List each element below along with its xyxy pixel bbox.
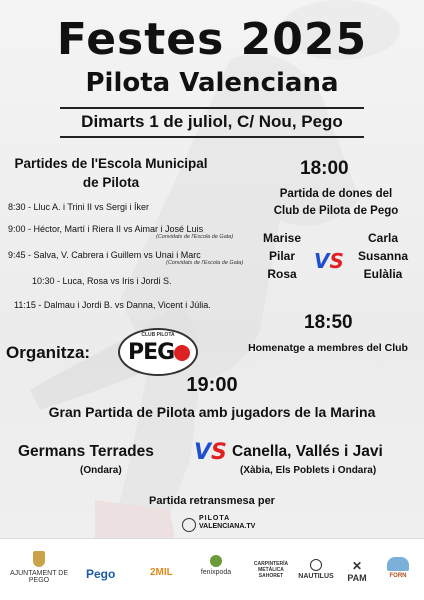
ball-icon	[174, 345, 190, 361]
fenixpoda-logo	[196, 555, 236, 576]
pam-logo-text: PAM	[347, 573, 367, 583]
bread-icon	[387, 557, 409, 571]
womens-team-left	[256, 229, 308, 283]
page-subtitle: Pilota Valenciana	[85, 68, 339, 98]
womens-match-time: 18:00	[300, 158, 349, 179]
vs-letter-v: V	[194, 440, 212, 465]
vs-letter-v: V	[314, 249, 330, 273]
sponsor-logo: 2MIL	[150, 567, 173, 578]
womens-team-right	[348, 229, 418, 283]
main-team-right-origin: (Xàbia, Els Poblets i Ondara)	[240, 465, 377, 476]
main-team-left: Germans Terrades	[18, 443, 154, 460]
school-match-text: 8:30 - Lluc A. i Trini II vs Sergi i Íker	[8, 202, 150, 212]
player-name: Marise	[262, 231, 302, 245]
vs-letter-s: S	[211, 440, 227, 465]
pilota-tv-logo	[182, 515, 272, 533]
school-match-note: (Convidats de l'Escola de Gata)	[156, 234, 234, 240]
pilota-tv-logo-line1: PILOTA	[199, 515, 231, 522]
player-name: Susanna	[357, 249, 408, 263]
main-team-left-origin: (Ondara)	[80, 465, 122, 476]
x-icon: ✕	[351, 559, 363, 573]
broadcast-label: Partida retransmesa per	[149, 495, 275, 507]
pam-logo	[346, 559, 368, 583]
event-date: Dimarts 1 de juliol, C/ Nou, Pego	[81, 112, 343, 131]
divider-top	[60, 107, 364, 109]
school-match-text: 11:15 - Dalmau i Jordi B. vs Danna, Vicent i Júlia.	[14, 300, 211, 310]
school-section-title	[6, 154, 216, 192]
main-match-time: 19:00	[186, 374, 238, 396]
divider-bottom	[60, 136, 364, 138]
womens-match-description	[256, 186, 416, 220]
school-match-text: 9:45 - Salva, V. Cabrera i Guillem vs Unai i Marc	[8, 250, 201, 260]
ajuntament-logo-text: AJUNTAMENT DE PEGO	[9, 570, 69, 584]
school-match	[8, 250, 243, 266]
player-name: Eulàlia	[363, 267, 403, 281]
school-match	[14, 300, 211, 310]
school-match-text: 10:30 - Luca, Rosa vs Iris i Jordi S.	[32, 276, 172, 286]
tribute-time: 18:50	[304, 312, 353, 333]
school-title-line2: de Pilota	[82, 175, 140, 190]
coat-of-arms-icon	[33, 551, 45, 567]
vs-badge	[314, 249, 344, 273]
womens-desc-line1: Partida de dones del	[279, 188, 393, 200]
leaf-icon	[210, 555, 222, 567]
page-title: Festes 2025	[56, 14, 368, 65]
vs-letter-s: S	[329, 249, 344, 273]
sponsors-footer	[0, 538, 424, 600]
player-name: Pilar	[268, 249, 295, 263]
club-logo	[118, 328, 198, 376]
carpinteria-logo: CARPINTERÍA METÁLICA SAHORET	[253, 561, 289, 579]
school-match	[8, 224, 233, 240]
forn-logo-text: FORN	[389, 573, 407, 579]
fenixpoda-logo-text: fenixpoda	[200, 569, 232, 576]
ajuntament-logo	[4, 551, 74, 584]
vs-badge	[194, 440, 227, 465]
club-logo-text: PEG	[128, 340, 175, 365]
tribute-description: Homenatge a membres del Club	[248, 342, 408, 354]
player-name: Carla	[367, 231, 399, 245]
player-name: Rosa	[267, 267, 297, 281]
main-team-right: Canella, Vallés i Javi	[232, 443, 383, 460]
organizer-label: Organitza:	[6, 343, 91, 362]
nautilus-logo	[296, 559, 336, 580]
school-title-line1: Partides de l'Escola Municipal	[14, 156, 208, 171]
womens-desc-line2: Club de Pilota de Pego	[273, 205, 399, 217]
forn-logo	[378, 557, 418, 579]
ball-icon	[182, 518, 196, 532]
school-match-note: (Convidats de l'Escola de Gata)	[166, 260, 244, 266]
school-match-text: 9:00 - Héctor, Martí i Riera II vs Aimar i José Luis	[8, 224, 204, 234]
club-logo-arc-text: CLUB PILOTA	[141, 332, 175, 338]
shell-icon	[310, 559, 322, 571]
pilota-tv-logo-line2: VALENCIANA.TV	[199, 523, 256, 530]
main-match-description: Gran Partida de Pilota amb jugadors de la Marina	[48, 404, 376, 420]
school-match	[8, 202, 149, 212]
pego-logo: Pego	[86, 567, 116, 581]
school-match	[32, 276, 172, 286]
nautilus-logo-text: NAUTILUS	[298, 573, 334, 580]
